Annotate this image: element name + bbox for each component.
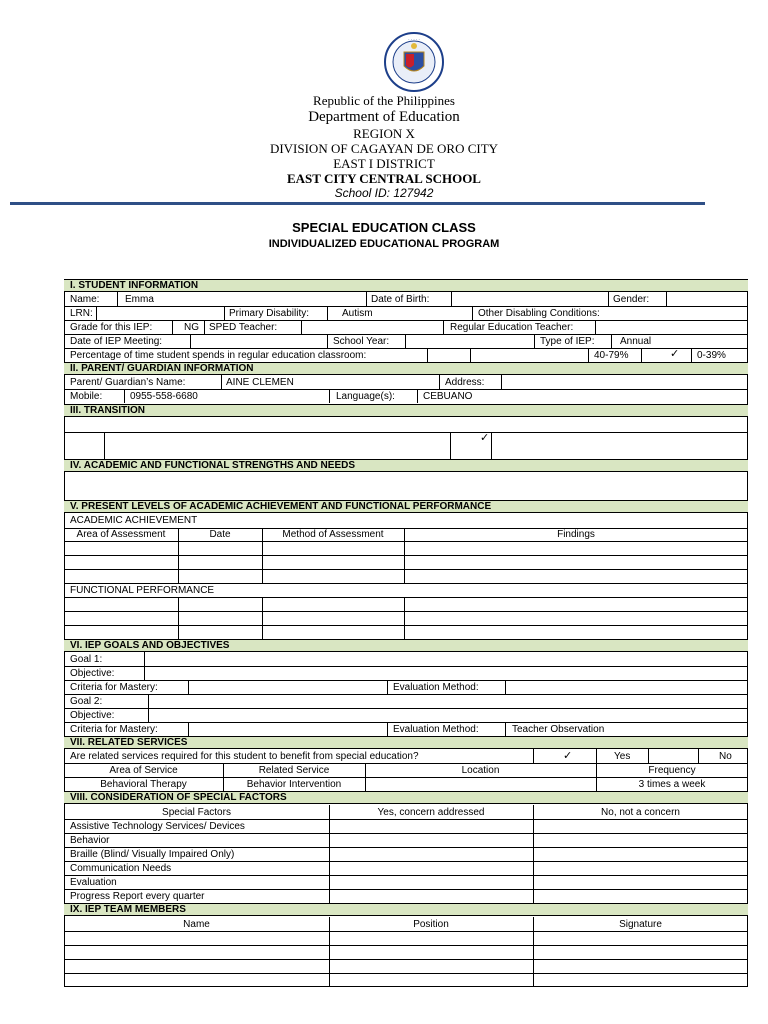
primary-disability-value[interactable]: Autism [342, 308, 373, 319]
factor-row: Progress Report every quarter [70, 891, 205, 902]
col-header: Findings [557, 529, 595, 540]
language-value[interactable]: CEBUANO [423, 391, 473, 402]
field-label: Primary Disability: [229, 308, 310, 319]
eval-label: Evaluation Method: [393, 724, 479, 735]
functional-label: FUNCTIONAL PERFORMANCE [70, 585, 215, 596]
option-0-39: 0-39% [697, 350, 726, 361]
section-transition [64, 404, 748, 417]
iep-type-value[interactable]: Annual [620, 336, 652, 347]
field-label: Gender: [613, 294, 650, 305]
factor-row: Behavior [70, 835, 110, 846]
eval-method-value[interactable]: Teacher Observation [512, 724, 605, 735]
form-subtitle: INDIVIDUALIZED EDUCATIONAL PROGRAM [268, 238, 500, 250]
section-title: V. PRESENT LEVELS OF ACADEMIC ACHIEVEMENT AND FUNCTIONAL PERFORMANCE [70, 501, 492, 512]
field-label: School Year: [333, 336, 390, 347]
col-header: Area of Service [109, 765, 178, 776]
service-area-value[interactable]: Behavioral Therapy [100, 779, 187, 790]
factor-row: Communication Needs [70, 863, 172, 874]
col-header: Date [209, 529, 231, 540]
section-title: VII. RELATED SERVICES [70, 737, 188, 748]
form-title: SPECIAL EDUCATION CLASS [292, 220, 476, 235]
republic-line: Republic of the Philippines [313, 93, 455, 108]
col-header: Method of Assessment [282, 529, 384, 540]
checkmark-icon[interactable]: ✓ [670, 348, 680, 360]
field-label: Language(s): [336, 391, 395, 402]
col-header: Name [183, 919, 210, 930]
mobile-value[interactable]: 0955-558-6680 [130, 391, 198, 402]
field-label: Parent/ Guardian’s Name: [70, 377, 186, 388]
parent-name-value[interactable]: AINE CLEMEN [226, 377, 294, 388]
field-label: Percentage of time student spends in regular education classroom: [70, 350, 367, 361]
region-line: REGION X [353, 126, 415, 141]
col-header: No, not a concern [601, 807, 680, 818]
academic-label: ACADEMIC ACHIEVEMENT [70, 515, 198, 526]
frequency-value[interactable]: 3 times a week [638, 779, 706, 790]
field-label: Date of IEP Meeting: [70, 336, 163, 347]
department-line: Department of Education [308, 109, 460, 125]
eval-label: Evaluation Method: [393, 682, 479, 693]
checkmark-icon[interactable]: ✓ [480, 432, 490, 444]
col-header: Related Service [258, 765, 330, 776]
student-name-value[interactable]: Emma [125, 294, 154, 305]
checkmark-icon[interactable]: ✓ [563, 750, 573, 762]
svg-text:· · · · ·: · · · · · [408, 37, 420, 42]
section-title: VIII. CONSIDERATION OF SPECIAL FACTORS [70, 792, 287, 803]
school-id: School ID: 127942 [334, 186, 434, 200]
field-label: Name: [70, 294, 100, 305]
section-title: II. PARENT/ GUARDIAN INFORMATION [70, 363, 254, 374]
header-rule [10, 202, 705, 205]
objective-label: Objective: [70, 710, 115, 721]
objective-label: Objective: [70, 668, 115, 679]
field-label: Mobile: [70, 391, 103, 402]
field-label: Grade for this IEP: [70, 322, 153, 333]
section-title: I. STUDENT INFORMATION [70, 280, 199, 291]
field-label: Other Disabling Conditions: [478, 308, 600, 319]
option-no: No [719, 751, 732, 762]
col-header: Special Factors [162, 807, 231, 818]
goal2-label: Goal 2: [70, 696, 103, 707]
col-header: Signature [619, 919, 662, 930]
service-value[interactable]: Behavior Intervention [246, 779, 342, 790]
division-line: DIVISION OF CAGAYAN DE ORO CITY [269, 141, 499, 156]
criteria-label: Criteria for Mastery: [70, 682, 158, 693]
section-title: III. TRANSITION [70, 405, 145, 416]
factor-row: Braille (Blind/ Visually Impaired Only) [70, 849, 235, 860]
col-header: Position [413, 919, 449, 930]
field-label: Date of Birth: [371, 294, 430, 305]
factor-row: Assistive Technology Services/ Devices [70, 821, 245, 832]
factor-row: Evaluation [70, 877, 117, 888]
col-header: Area of Assessment [76, 529, 166, 540]
field-label: LRN: [70, 308, 93, 319]
related-question: Are related services required for this student to benefit from special education? [70, 751, 419, 762]
deped-seal-logo [374, 32, 454, 92]
section-title: IV. ACADEMIC AND FUNCTIONAL STRENGTHS AND NEEDS [70, 460, 356, 471]
field-label: Address: [445, 377, 485, 388]
field-label: SPED Teacher: [209, 322, 278, 333]
col-header: Yes, concern addressed [377, 807, 485, 818]
criteria-label: Criteria for Mastery: [70, 724, 158, 735]
section-title: VI. IEP GOALS AND OBJECTIVES [70, 640, 230, 651]
col-header: Location [461, 765, 500, 776]
option-yes: Yes [614, 751, 631, 762]
grade-value[interactable]: NG [184, 322, 199, 333]
goal1-label: Goal 1: [70, 654, 103, 665]
section-title: IX. IEP TEAM MEMBERS [70, 904, 186, 915]
school-name: EAST CITY CENTRAL SCHOOL [287, 171, 481, 186]
field-label: Type of IEP: [540, 336, 595, 347]
district-line: EAST I DISTRICT [333, 156, 435, 171]
field-label: Regular Education Teacher: [450, 322, 574, 333]
option-40-79: 40-79% [594, 350, 629, 361]
col-header: Frequency [648, 765, 696, 776]
